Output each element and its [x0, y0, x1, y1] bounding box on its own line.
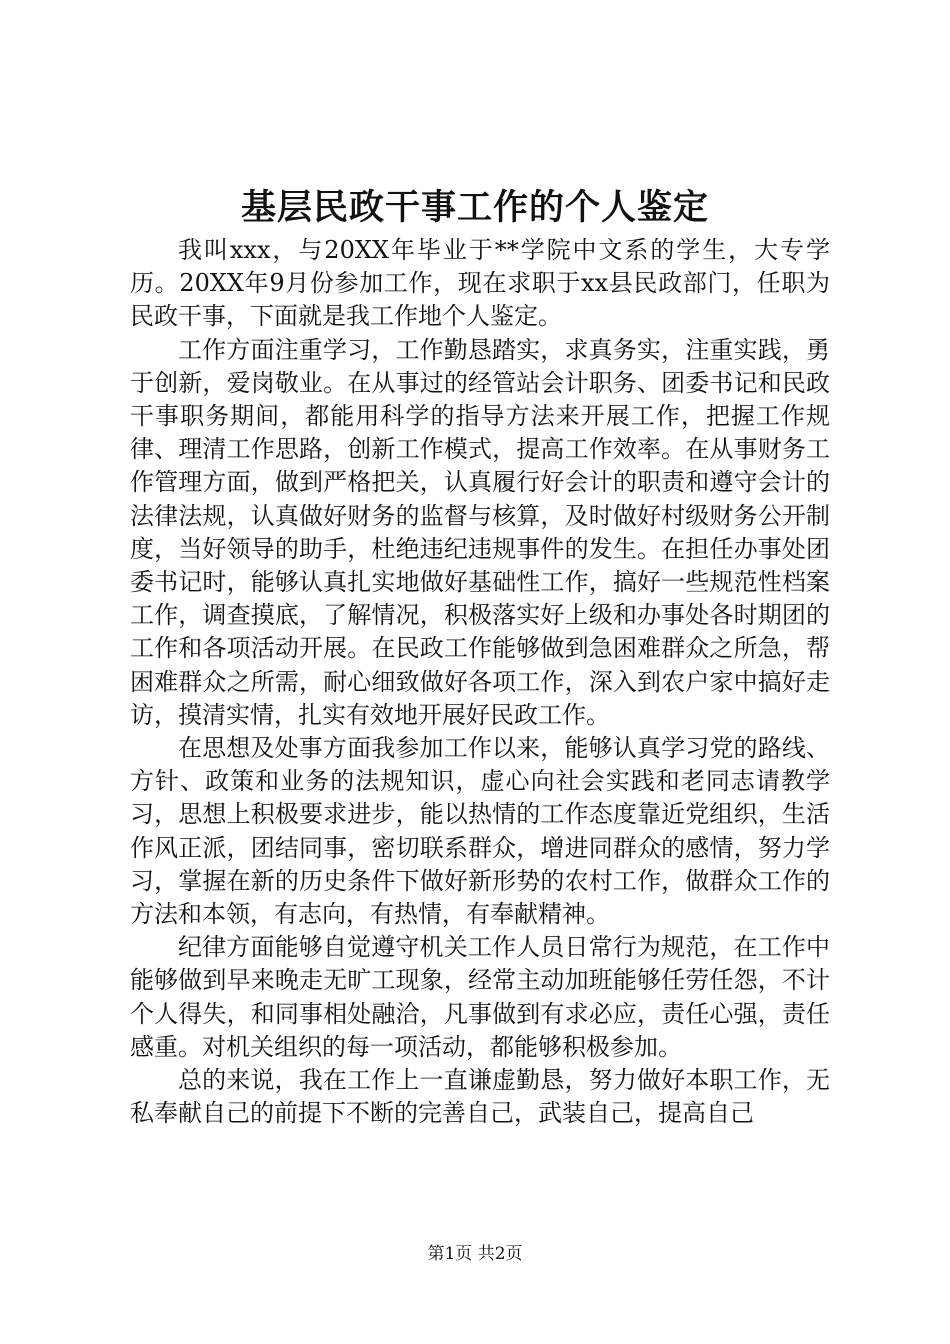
paragraph-work: 工作方面注重学习，工作勤恳踏实，求真务实，注重实践，勇于创新，爱岗敬业。在从事过的经管站会计职务、团委书记和民政干事职务期间，都能用科学的指导方法来开展工作，把握工作规律、理清工作思路，创新工作模式，提高工作效率。在从事财务工作管理方面，做到严格把关，认真履行好会计的职责和遵守会计的法律法规，认真做好财务的监督与核算，及时做好村级财务公开制度，当好领导的助手，杜绝违纪违规事件的发生。在担任办事处团委书记时，能够认真扎实地做好基础性工作，搞好一些规范性档案工作，调查摸底，了解情况，积极落实好上级和办事处各时期团的工作和各项活动开展。在民政工作能够做到急困难群众之所急，帮困难群众之所需，耐心细致做好各项工作，深入到农户家中搞好走访，摸清实情，扎实有效地开展好民政工作。 — [130, 335, 830, 729]
paragraph-summary: 总的来说，我在工作上一直谦虚勤恳，努力做好本职工作，无私奉献自己的前提下不断的完善自己，武装自己，提高自己 — [130, 1066, 830, 1128]
paragraph-intro: 我叫xxx，与20XX年毕业于**学院中文系的学生，大专学历。20XX年9月份参加工作，现在求职于xx县民政部门，任职为民政干事，下面就是我工作地个人鉴定。 — [130, 236, 830, 331]
page-number-footer: 第1页 共2页 — [427, 1244, 523, 1264]
document-title: 基层民政干事工作的个人鉴定 — [240, 187, 709, 228]
paragraph-discipline: 纪律方面能够自觉遵守机关工作人员日常行为规范，在工作中能够做到早来晚走无旷工现象，经常主动加班能够任劳任怨，不计个人得失，和同事相处融洽，凡事做到有求必应，责任心强，责任感重。对机关组织的每一项活动，都能够积极参加。 — [130, 933, 830, 1061]
paragraph-thought: 在思想及处事方面我参加工作以来，能够认真学习党的路线、方针、政策和业务的法规知识，虚心向社会实践和老同志请教学习，思想上积极要求进步，能以热情的工作态度靠近党组织，生活作风正派，团结同事，密切联系群众，增进同群众的感情，努力学习，掌握在新的历史条件下做好新形势的农村工作，做群众工作的方法和本领，有志向，有热情，有奉献精神。 — [130, 734, 830, 929]
document-body — [130, 234, 830, 1130]
